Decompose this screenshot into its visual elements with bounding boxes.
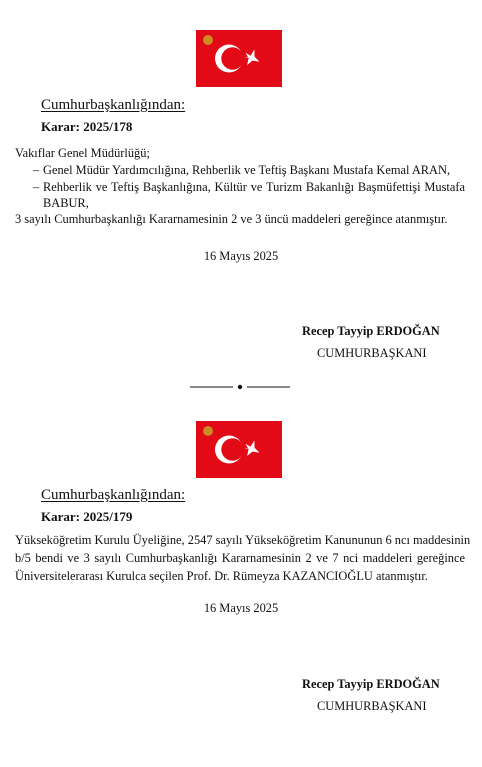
turkish-flag-icon	[196, 421, 282, 478]
list-item: Genel Müdür Yardımcılığına, Rehberlik ve Teftiş Başkanı Mustafa Kemal ARAN,	[43, 163, 451, 177]
list-dash: –	[33, 180, 40, 194]
list-item-continuation: BABUR,	[43, 196, 89, 210]
decree-body-line: Yükseköğretim Kurulu Üyeliğine, 2547 sayılı Yükseköğretim Kanununun 6 ncı maddesinin	[15, 533, 471, 547]
decree-number: Karar: 2025/178	[41, 119, 133, 134]
turkish-flag-icon	[196, 30, 282, 87]
decree-intro: Vakıflar Genel Müdürlüğü;	[15, 146, 150, 160]
list-item: Rehberlik ve Teftiş Başkanlığına, Kültür ve Turizm Bakanlığı Başmüfettişi Mustafa	[43, 180, 465, 194]
decree-body-line: b/5 bendi ve 3 sayılı Cumhurbaşkanlığı Kararnamesinin 2 ve 7 nci maddeleri gereğince	[15, 551, 465, 565]
decree-header: Cumhurbaşkanlığından:	[41, 487, 186, 503]
decree-date: 16 Mayıs 2025	[203, 249, 279, 263]
signer-name: Recep Tayyip ERDOĞAN	[302, 324, 440, 338]
decree-body-line: Üniversitelerarası Kurulca seçilen Prof. Dr. Rümeyza KAZANCIOĞLU atanmıştır.	[15, 569, 428, 583]
signer-title: CUMHURBAŞKANI	[317, 346, 427, 360]
decree-body	[15, 531, 471, 585]
signer-name: Recep Tayyip ERDOĞAN	[302, 677, 440, 691]
decree-date: 16 Mayıs 2025	[203, 601, 279, 615]
decree-number: Karar: 2025/179	[41, 509, 133, 524]
decree-closing: 3 sayılı Cumhurbaşkanlığı Kararnamesinin 2 ve 3 üncü maddeleri gereğince atanmıştır.	[15, 212, 448, 226]
list-dash: –	[33, 163, 40, 177]
signer-title: CUMHURBAŞKANI	[317, 699, 427, 713]
section-separator	[190, 382, 290, 392]
decree-header: Cumhurbaşkanlığından:	[41, 97, 186, 113]
